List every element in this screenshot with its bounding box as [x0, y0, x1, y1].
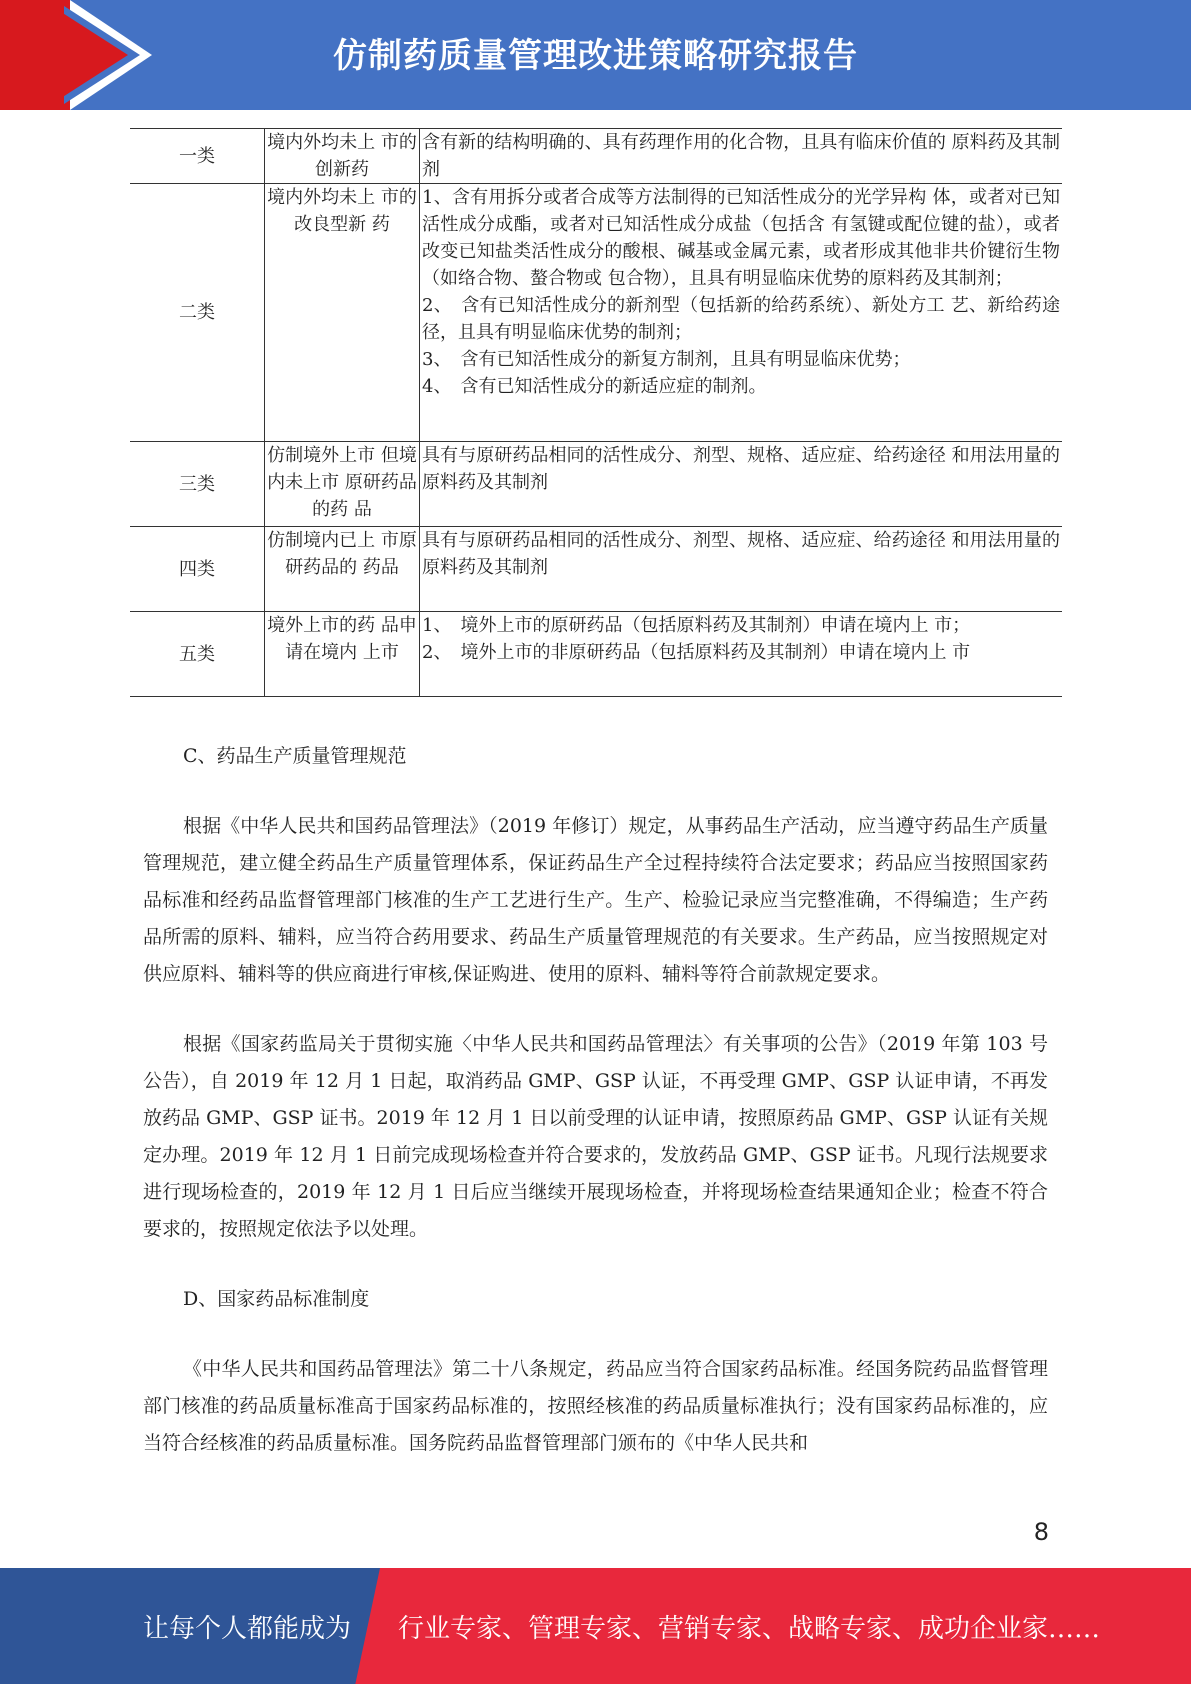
body-content [143, 738, 1048, 1495]
category-cell: 三类 [130, 442, 265, 527]
description-line: 2、 境外上市的非原研药品（包括原料药及其制剂）申请在境内上 市 [422, 642, 971, 663]
paragraph: 《中华人民共和国药品管理法》第二十八条规定，药品应当符合国家药品标准。经国务院药品监督管理部门核准的药品质量标准高于国家药品标准的，按照经核准的药品质量标准执行；没有国家药品标准的，应当符合经核准的药品质量标准。国务院药品监督管理部门颁布的《中华人民共和 [143, 1358, 1048, 1454]
page-header [0, 0, 1191, 110]
scope-cell: 境内外均未上 市的创新药 [265, 129, 420, 184]
footer-slogan-left: 让每个人都能成为 [143, 1614, 352, 1644]
description-cell [420, 527, 1063, 612]
section-heading-d: D、国家药品标准制度 [183, 1288, 370, 1310]
document-title: 仿制药质量管理改进策略研究报告 [333, 36, 858, 76]
description-line: 具有与原研药品相同的活性成分、剂型、规格、适应症、给药途径 和用法用量的原料药及其制剂 [422, 445, 1060, 493]
description-line: 3、 含有已知活性成分的新复方制剂，且具有明显临床优势； [422, 349, 911, 370]
table-row [130, 129, 1062, 184]
footer-slogan-right: 行业专家、管理专家、营销专家、战略专家、成功企业家…… [398, 1614, 1101, 1644]
scope-cell: 仿制境外上市 但境内未上市 原研药品的药 品 [265, 442, 420, 527]
scope-cell: 境内外均未上 市的改良型新 药 [265, 184, 420, 442]
page-footer [0, 1568, 1191, 1684]
description-cell [420, 129, 1063, 184]
description-line: 含有新的结构明确的、具有药理作用的化合物，且具有临床价值的 原料药及其制剂 [422, 132, 1060, 180]
section-heading-c: C、药品生产质量管理规范 [183, 745, 407, 767]
description-line: 具有与原研药品相同的活性成分、剂型、规格、适应症、给药途径 和用法用量的原料药及其制剂 [422, 530, 1060, 578]
table-row [130, 612, 1062, 697]
description-cell [420, 612, 1063, 697]
paragraph: 根据《中华人民共和国药品管理法》（2019 年修订）规定，从事药品生产活动，应当遵守药品生产质量管理规范，建立健全药品生产质量管理体系，保证药品生产全过程持续符合法定要求；药品应当按照国家药品标准和经药品监督管理部门核准的生产工艺进行生产。生产、检验记录应当完整准确，不得编造；生产药品所需的原料、辅料，应当符合药用要求、药品生产质量管理规范的有关要求。生产药品，应当按照规定对供应原料、辅料等的供应商进行审核,保证购进、使用的原料、辅料等符合前款规定要求。 [143, 815, 1048, 985]
category-cell: 四类 [130, 527, 265, 612]
description-cell [420, 442, 1063, 527]
page-number: 8 [1033, 1518, 1049, 1546]
description-cell [420, 184, 1063, 442]
scope-cell: 境外上市的药 品申请在境内 上市 [265, 612, 420, 697]
drug-classification-table [130, 128, 1062, 697]
table-row [130, 184, 1062, 442]
category-cell: 二类 [130, 184, 265, 442]
description-line: 1、 境外上市的原研药品（包括原料药及其制剂）申请在境内上 市； [422, 615, 971, 636]
category-cell: 一类 [130, 129, 265, 184]
description-line: 1、含有用拆分或者合成等方法制得的已知活性成分的光学异构 体，或者对已知活性成分成酯，或者对已知活性成分成盐（包括含 有氢键或配位键的盐），或者改变已知盐类活性成分的酸根、碱基或金属元素，或者形成其他非共价键衍生物（如络合物、螯合物或 包合物），且具有明显临床优势的原料药及其制剂； [422, 187, 1060, 289]
category-cell: 五类 [130, 612, 265, 697]
table-row [130, 442, 1062, 527]
scope-cell: 仿制境内已上 市原研药品的 药品 [265, 527, 420, 612]
table-row [130, 527, 1062, 612]
description-line: 4、 含有已知活性成分的新适应症的制剂。 [422, 376, 767, 397]
paragraph: 根据《国家药监局关于贯彻实施〈中华人民共和国药品管理法〉有关事项的公告》（2019 年第 103 号公告），自 2019 年 12 月 1 日起，取消药品 GMP、GSP 认证，不再受理 GMP、GSP 认证申请，不再发放药品 GMP、GSP 证书。2019 年 12 月 1 日以前受理的认证申请，按照原药品 GMP、GSP 认证有关规定办理。2019 年 12 月 1 日前完成现场检查并符合要求的，发放药品 GMP、GSP 证书。凡现行法规要求进行现场检查的，2019 年 12 月 1 日后应当继续开展现场检查，并将现场检查结果通知企业；检查不符合要求的，按照规定依法予以处理。 [143, 1033, 1048, 1240]
description-line: 2、 含有已知活性成分的新剂型（包括新的给药系统）、新处方工 艺、新给药途径，且具有明显临床优势的制剂； [422, 295, 1060, 343]
